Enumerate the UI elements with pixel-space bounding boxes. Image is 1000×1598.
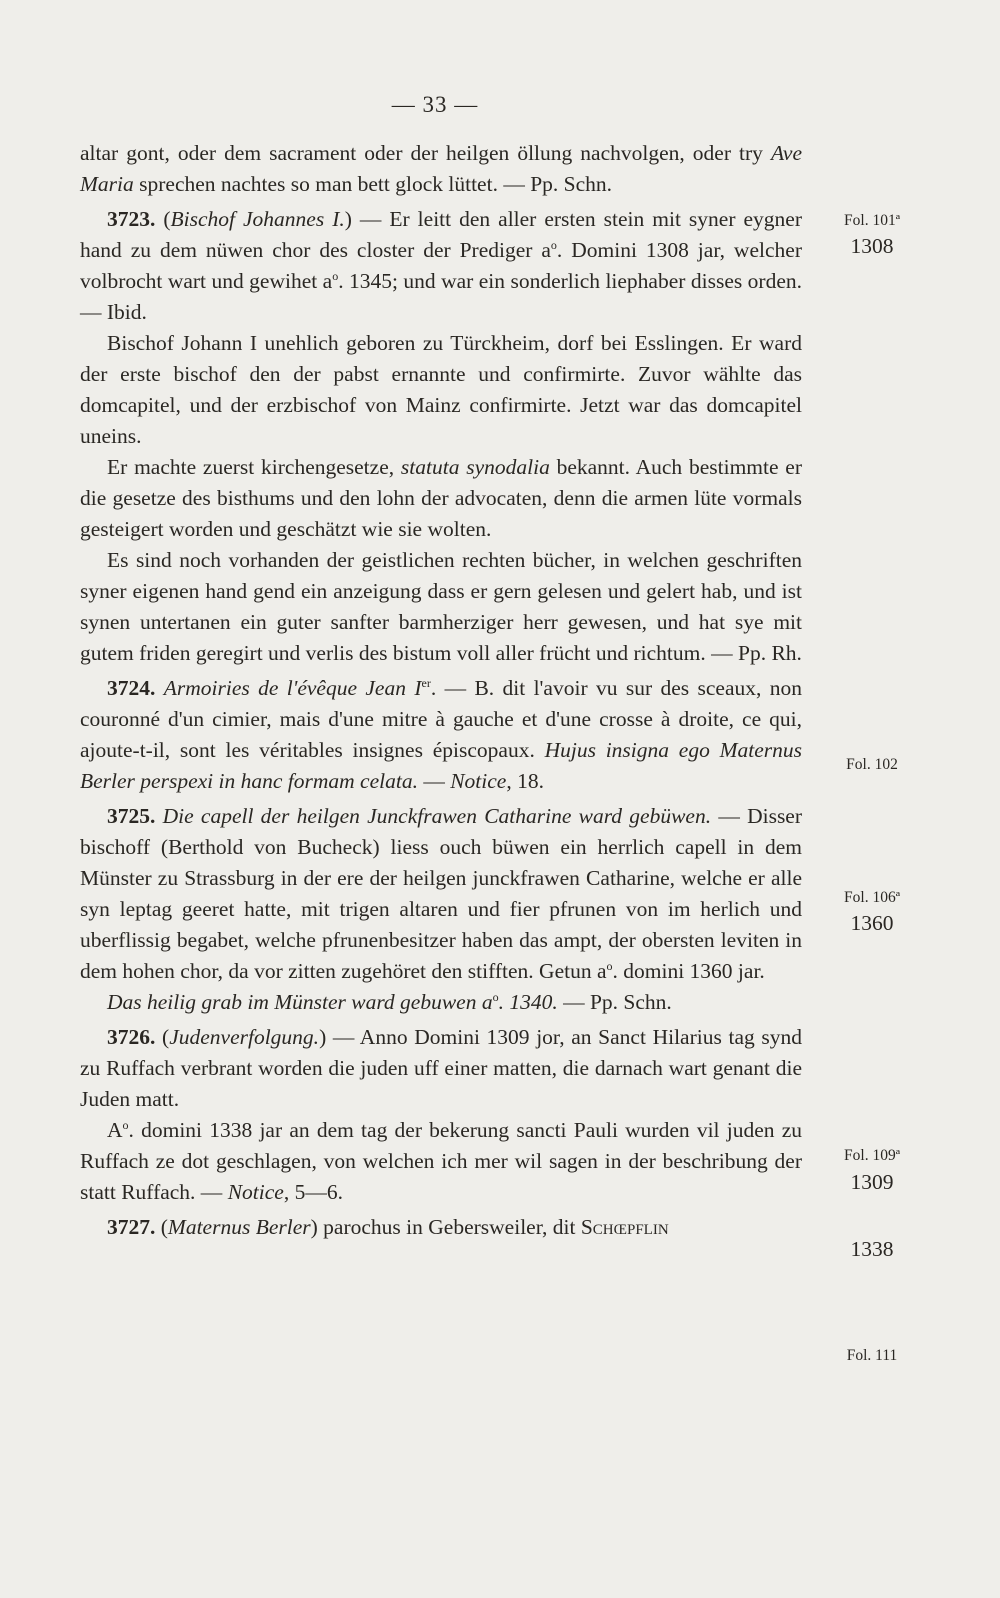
text-run: , 5—6. [283, 1180, 343, 1204]
superscript: o [122, 1117, 129, 1132]
superscript: o [550, 237, 557, 252]
superscript: o [606, 958, 613, 973]
text-run: ) — Er leitt den aller ersten stein mit syner eygner hand zu dem nüwen chor des closter der Prediger a [80, 207, 802, 262]
text-run [155, 676, 163, 700]
paragraph-kirchengesetze [80, 452, 802, 545]
text-run: , 18. [506, 769, 544, 793]
text-run: ( [155, 207, 171, 231]
text-run: A [107, 1118, 123, 1142]
paragraph-altar [80, 138, 802, 200]
paragraph-1338 [80, 1115, 802, 1208]
text-run [155, 804, 162, 828]
margin-year-1360: 1360 [850, 911, 894, 935]
superscript: o [332, 268, 339, 283]
entry-3723 [80, 204, 802, 328]
text-run: Judenverfolgung. [169, 1025, 320, 1049]
entry-number: 3727. [107, 1215, 156, 1239]
text-run: Die capell der heilgen Junckfrawen Catharine ward gebüwen. [162, 804, 712, 828]
margin-year-1309: 1309 [850, 1170, 894, 1194]
text-run: . domini 1338 jar an dem tag der bekerung sancti Pauli wurden vil juden zu Ruffach ze dot geschlagen, von welchen ich mer wil sagen in der beschribung der statt Ruffach. — [80, 1118, 802, 1204]
entry-3727 [80, 1212, 802, 1243]
margin-year-1338: 1338 [850, 1237, 894, 1261]
entry-3725 [80, 801, 802, 987]
margin-year-1308: 1308 [850, 234, 894, 258]
text-run: . Domini 1308 jar, welcher volbrocht wart und gewihet a [80, 238, 802, 293]
superscript: er [421, 675, 431, 690]
margin-folio-106: Fol. 106ª [844, 889, 900, 906]
text-run: ) parochus in Gebersweiler, dit [310, 1215, 581, 1239]
text-run: . 1345; und war ein sonderlich liephaber disses orden. — Ibid. [80, 269, 802, 324]
entry-number: 3723. [107, 207, 156, 231]
text-run: . 1340. [498, 990, 558, 1014]
main-text [80, 138, 802, 1243]
text-run: ( [155, 1215, 168, 1239]
margin-folio-111: Fol. 111 [846, 1347, 898, 1364]
text-run: — Pp. Schn. [557, 990, 672, 1014]
text-run: — Disser bischoff (Berthold von Bucheck) liess ouch büwen ein herrlich capell in dem Münster zu Strassburg in der ere der heilgen junckfrawen Catharine, welche er alle syn leptag geeret hatte, mit trigen altaren und fier pfrunen von im herlich und uberflissig begabet, welche pfrunenbesitzer haben das ampt, der obersten leviten in dem hohen chor, da vor zitten zugehöret den stifften. Getun a [80, 804, 803, 983]
text-run: Ave Maria [80, 141, 802, 196]
margin-folio-109: Fol. 109ª [844, 1147, 900, 1164]
text-run: . — B. dit l'avoir vu sur des sceaux, non couronné d'un cimier, mais d'une mitre à gauche et d'une crosse à droite, ce qui, ajoute-t-il, sont les véritables insignes épiscopaux. [80, 676, 802, 762]
text-run: Notice [450, 769, 507, 793]
paragraph-heilig-grab [80, 987, 802, 1018]
text-run: Das heilig grab im Münster ward gebuwen a [107, 990, 493, 1014]
text-run: Hujus insigna ego Maternus Berler perspexi in hanc formam celata. [80, 738, 802, 793]
text-run: ( [155, 1025, 170, 1049]
paragraph-buecher: Es sind noch vorhanden der geistlichen rechten bücher, in welchen geschriften syner eigenen hand gend ein anzeigung dass er gern gelesen und gelert hab, und ist synen untertanen ein guter sanfter barmherziger herr gewesen, und hat sye mit gutem friden geregirt und verlis des bistum voll aller frücht und richtum. — Pp. Rh. [80, 548, 802, 665]
text-run: — [417, 769, 451, 793]
margin-folio-102: Fol. 102 [846, 756, 898, 773]
text-run: Maternus Berler [167, 1215, 311, 1239]
text-run: Bischof Johannes I. [170, 207, 345, 231]
text-run: bekannt. Auch bestimmte er die gesetze des bisthums und den lohn der advocaten, denn die armen lüte vormals gesteigert worden und geschätzt wie sie wolten. [80, 455, 803, 541]
page-number: — 33 — [391, 92, 479, 117]
text-run: Notice [227, 1180, 284, 1204]
text-run: Armoiries de l'évêque Jean I [163, 676, 422, 700]
entry-3726 [80, 1022, 802, 1115]
text-run: Er machte zuerst kirchengesetze, [107, 455, 401, 479]
text-run: ) — Anno Domini 1309 jor, an Sanct Hilarius tag synd zu Ruffach verbrant worden die juden uff einer matten, die darnach wart genant die Juden matt. [80, 1025, 802, 1111]
entry-number: 3724. [107, 676, 156, 700]
entry-number: 3725. [107, 804, 156, 828]
margin-folio-101: Fol. 101ª [844, 212, 900, 229]
entry-3724 [80, 673, 802, 797]
text-run: statuta synodalia [400, 455, 550, 479]
entry-number: 3726. [107, 1025, 156, 1049]
paragraph-bischof: Bischof Johann I unehlich geboren zu Türckheim, dorf bei Esslingen. Er ward der erste bischof den der pabst ernannte und confirmirte. Zuvor wählte das domcapitel, und der erzbischof von Mainz confirmirte. Jetzt war das domcapitel uneins. [80, 331, 802, 448]
text-run: altar gont, oder dem sacrament oder der heilgen öllung nachvolgen, oder try [80, 141, 771, 165]
text-run: . domini 1360 jar. [612, 959, 765, 983]
superscript: o [492, 989, 499, 1004]
text-run: Schœpflin [580, 1215, 669, 1239]
text-run: sprechen nachtes so man bett glock lüttet. — Pp. Schn. [133, 172, 613, 196]
